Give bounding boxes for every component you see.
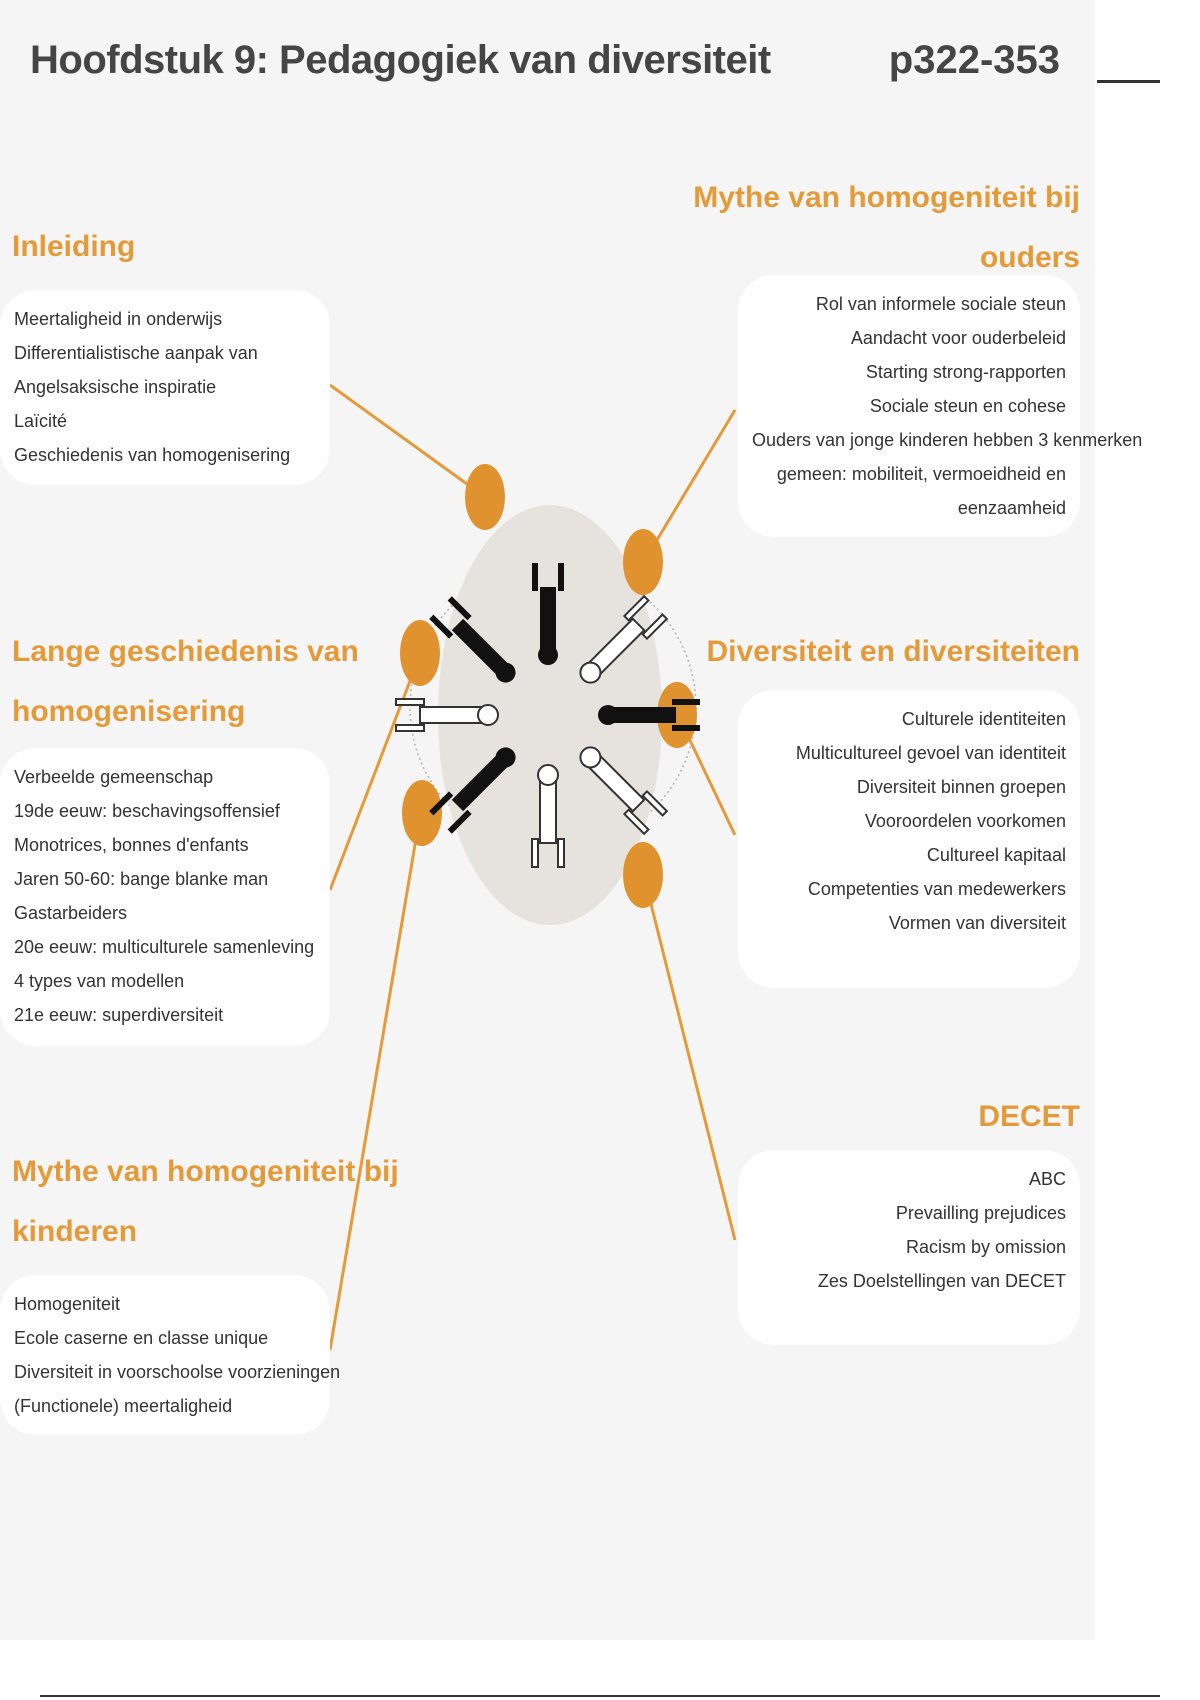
- list-item: Verbeelde gemeenschap: [14, 767, 214, 787]
- list-item: 21e eeuw: superdiversiteit: [14, 1005, 224, 1025]
- list-item: 19de eeuw: beschavingsoffensief: [14, 801, 280, 821]
- list-item: gemeen: mobiliteit, vermoeidheid en: [776, 464, 1066, 484]
- list-item: Diversiteit in voorschoolse voorzieningen: [14, 1362, 341, 1382]
- heading-mythe-ouders: [693, 168, 1080, 288]
- card-mythe-ouders: [738, 275, 1143, 537]
- list-item: eenzaamheid: [957, 498, 1066, 518]
- card-decet: [738, 1150, 1080, 1345]
- connector-inleiding: [330, 385, 485, 497]
- card-inleiding: [0, 290, 330, 485]
- connector-mythe-kinderen: [330, 815, 420, 1350]
- list-item: Monotrices, bonnes d'enfants: [14, 835, 249, 855]
- heading-line: Mythe van homogeniteit bij: [693, 181, 1080, 214]
- heading-line: Lange geschiedenis van: [12, 635, 359, 668]
- heading-inleiding: Inleiding: [12, 230, 136, 263]
- list-item: Jaren 50-60: bange blanke man: [14, 869, 269, 889]
- list-item: 4 types van modellen: [14, 971, 185, 991]
- list-item: Vooroordelen voorkomen: [864, 811, 1066, 831]
- list-item: 20e eeuw: multiculturele samenleving: [14, 937, 315, 957]
- list-item: Cultureel kapitaal: [926, 845, 1066, 865]
- connector-mythe-ouders: [645, 410, 735, 560]
- list-item: Meertaligheid in onderwijs: [14, 309, 223, 329]
- node-inleiding: [465, 464, 505, 530]
- list-item: Rol van informele sociale steun: [815, 294, 1066, 314]
- card-diversiteit: [738, 690, 1080, 988]
- list-item: Ecole caserne en classe unique: [14, 1328, 269, 1348]
- heading-diversiteit: Diversiteit en diversiteiten: [706, 635, 1080, 668]
- list-item: ABC: [1028, 1169, 1066, 1189]
- list-item: Gastarbeiders: [14, 903, 128, 923]
- heading-line: Mythe van homogeniteit bij: [12, 1155, 399, 1188]
- list-item: Prevailling prejudices: [895, 1203, 1066, 1223]
- node-mythe-kinderen: [402, 780, 442, 846]
- card-lange-geschiedenis: [0, 748, 330, 1046]
- list-item: Zes Doelstellingen van DECET: [817, 1271, 1066, 1291]
- page-title: Hoofdstuk 9: Pedagogiek van diversiteit: [30, 38, 771, 82]
- node-lange-geschiedenis: [400, 620, 440, 686]
- node-mythe-ouders: [623, 529, 663, 595]
- heading-line: ouders: [979, 241, 1080, 274]
- heading-decet: DECET: [978, 1100, 1080, 1133]
- list-item: Ouders van jonge kinderen hebben 3 kenmerken: [752, 430, 1143, 450]
- list-item: Racism by omission: [905, 1237, 1066, 1257]
- list-item: Sociale steun en cohese: [869, 396, 1066, 416]
- list-item: Aandacht voor ouderbeleid: [850, 328, 1066, 348]
- list-item: Laïcité: [14, 411, 68, 431]
- list-item: Vormen van diversiteit: [888, 913, 1066, 933]
- card-mythe-kinderen: [0, 1275, 341, 1435]
- list-item: Culturele identiteiten: [901, 709, 1066, 729]
- heading-lange-geschiedenis: [12, 622, 359, 742]
- heading-line: homogenisering: [12, 695, 246, 728]
- list-item: (Functionele) meertaligheid: [14, 1396, 233, 1416]
- list-item: Competenties van medewerkers: [807, 879, 1066, 899]
- list-item: Diversiteit binnen groepen: [856, 777, 1066, 797]
- list-item: Starting strong-rapporten: [865, 362, 1066, 382]
- list-item: Angelsaksische inspiratie: [14, 377, 217, 397]
- heading-line: kinderen: [12, 1215, 138, 1248]
- page-range: p322-353: [888, 38, 1060, 82]
- node-decet: [623, 842, 663, 908]
- list-item: Homogeniteit: [14, 1294, 121, 1314]
- list-item: Multicultureel gevoel van identiteit: [795, 743, 1066, 763]
- connector-decet: [645, 880, 735, 1240]
- list-item: Differentialistische aanpak van: [14, 343, 258, 363]
- list-item: Geschiedenis van homogenisering: [14, 445, 291, 465]
- heading-mythe-kinderen: [12, 1142, 399, 1262]
